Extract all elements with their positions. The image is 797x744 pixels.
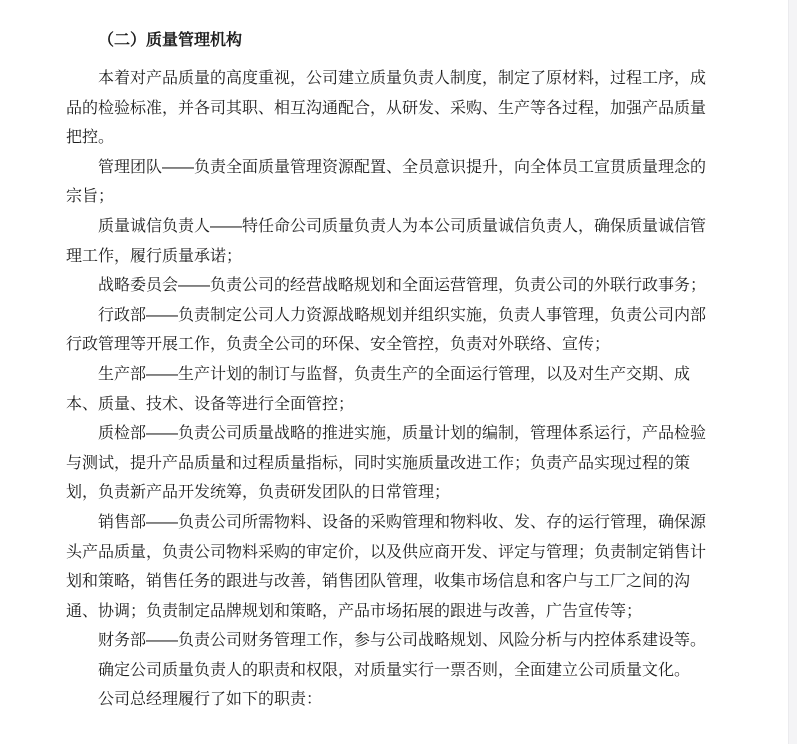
page-edge-strip [788, 0, 797, 744]
paragraph-line: 生产部——生产计划的制订与监督，负责生产的全面运行管理，以及对生产交期、成 [98, 365, 691, 383]
paragraph-line: 行政管理等开展工作，负责全公司的环保、安全管控，负责对外联络、宣传； [66, 336, 611, 354]
paragraph-line: 宗旨； [66, 188, 115, 206]
section-heading: （二）质量管理机构 [98, 32, 243, 49]
document-body [66, 64, 726, 715]
paragraph-line: 头产品质量，负责公司物料采购的审定价，以及供应商开发、评定与管理；负责制定销售计 [66, 543, 707, 561]
paragraph-line: 把控。 [66, 129, 115, 147]
document-content [66, 26, 726, 715]
paragraph-line: 行政部——负责制定公司人力资源战略规划并组织实施，负责人事管理，负责公司内部 [98, 306, 707, 324]
paragraph-line: 公司总经理履行了如下的职责： [98, 691, 323, 709]
paragraph [66, 271, 726, 301]
paragraph-line: 通、协调；负责制定品牌规划和策略，产品市场拓展的跟进与改善，广告宣传等； [66, 602, 643, 620]
paragraph [66, 153, 726, 212]
paragraph-line: 品的检验标准，并各司其职、相互沟通配合，从研发、采购、生产等各过程，加强产品质量 [66, 99, 707, 117]
paragraph-line: 理工作，履行质量承诺； [66, 247, 243, 265]
paragraph-line: 管理团队——负责全面质量管理资源配置、全员意识提升，向全体员工宣贯质量理念的 [98, 158, 707, 176]
paragraph-line: 划，负责新产品开发统筹，负责研发团队的日常管理； [66, 484, 451, 502]
paragraph-line: 本着对产品质量的高度重视，公司建立质量负责人制度，制定了原材料，过程工序，成 [98, 70, 707, 87]
paragraph-line: 本、质量、技术、设备等进行全面管控； [66, 395, 355, 413]
paragraph-line: 战略委员会——负责公司的经营战略规划和全面运营管理，负责公司的外联行政事务； [98, 277, 707, 295]
paragraph [66, 212, 726, 271]
paragraph [66, 301, 726, 360]
paragraph [66, 656, 726, 686]
paragraph-line: 质检部——负责公司质量战略的推进实施，质量计划的编制，管理体系运行，产品检验 [98, 425, 707, 443]
paragraph [66, 508, 726, 626]
paragraph-line: 销售部——负责公司所需物料、设备的采购管理和物料收、发、存的运行管理，确保源 [98, 513, 707, 531]
paragraph [66, 419, 726, 508]
paragraph-line: 与测试，提升产品质量和过程质量指标，同时实施质量改进工作；负责产品实现过程的策 [66, 454, 691, 472]
paragraph-line: 确定公司质量负责人的职责和权限，对质量实行一票否则，全面建立公司质量文化。 [98, 661, 691, 679]
paragraph [66, 64, 726, 153]
paragraph [66, 626, 726, 656]
paragraph-line: 财务部——负责公司财务管理工作，参与公司战略规划、风险分析与内控体系建设等。 [98, 632, 707, 650]
paragraph [66, 360, 726, 419]
paragraph [66, 685, 726, 715]
paragraph-line: 划和策略，销售任务的跟进与改善，销售团队管理，收集市场信息和客户与工厂之间的沟 [66, 573, 691, 591]
paragraph-line: 质量诚信负责人——特任命公司质量负责人为本公司质量诚信负责人，确保质量诚信管 [98, 217, 707, 235]
